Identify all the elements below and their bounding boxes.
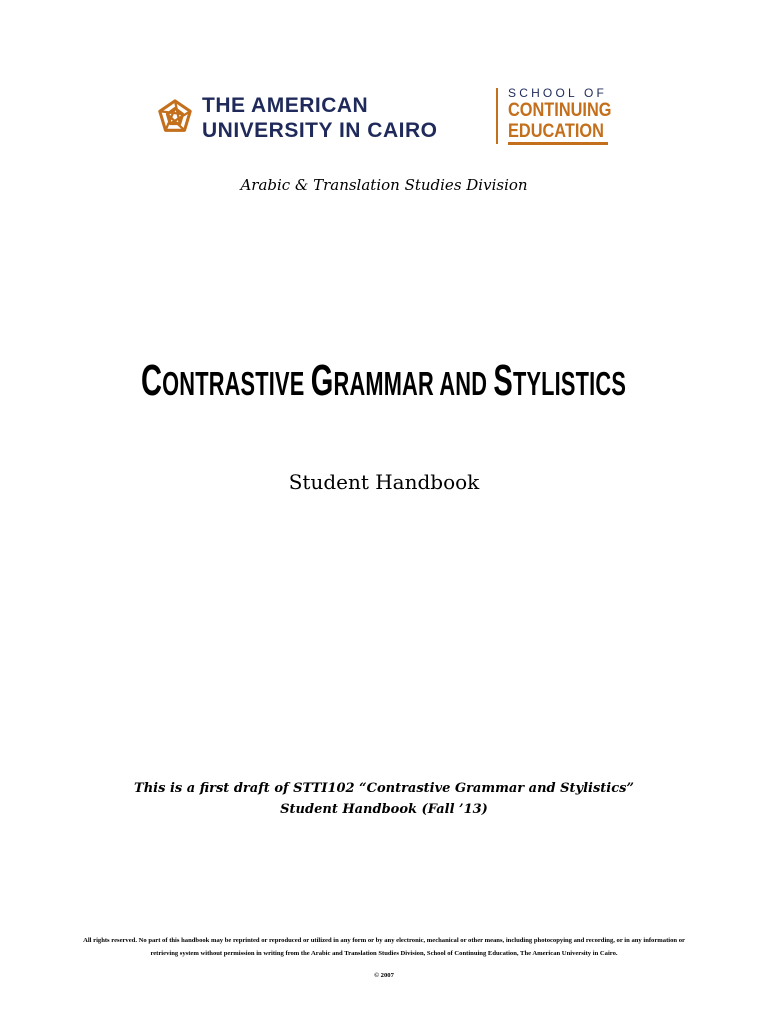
draft-note-line2: Student Handbook (Fall ’13) bbox=[280, 802, 488, 817]
auc-name-line1: THE AMERICAN bbox=[202, 94, 369, 117]
header-logo bbox=[156, 86, 616, 146]
copyright: © 2007 bbox=[374, 972, 394, 979]
title-rest-2: RAMMAR AND bbox=[334, 365, 494, 402]
auc-seal-icon bbox=[156, 98, 194, 136]
title-initial-1: C bbox=[141, 356, 163, 405]
sce-wordmark bbox=[508, 86, 628, 142]
title-initial-2: G bbox=[311, 356, 335, 405]
division-name: Arabic & Translation Studies Division bbox=[240, 176, 528, 194]
auc-wordmark bbox=[202, 93, 437, 143]
title-rest-3: TYLISTICS bbox=[513, 365, 627, 402]
sce-line2: CONTINUING bbox=[508, 100, 612, 121]
logo-divider bbox=[496, 88, 498, 144]
title-initial-3: S bbox=[493, 356, 514, 405]
title-rest-1: ONTRASTIVE bbox=[162, 365, 312, 402]
draft-note-line1: This is a first draft of STTI102 “Contrastive Grammar and Stylistics” bbox=[134, 781, 634, 796]
auc-name-line2: UNIVERSITY IN CAIRO bbox=[202, 119, 438, 142]
page-title bbox=[0, 356, 768, 406]
draft-note bbox=[0, 778, 768, 820]
sce-line3: EDUCATION bbox=[508, 121, 604, 142]
sce-line1: SCHOOL OF bbox=[508, 86, 608, 100]
rights-notice: All rights reserved. No part of this handbook may be reprinted or reproduced or utilized in any form or by any electronic, mechanical or other means, including photocopying and recording, or in any information or retrieving system without permission in writing from the Arabic and Translation Studies Division, School of Continuing Education, The American University in Cairo. bbox=[83, 937, 685, 957]
sce-underline bbox=[508, 142, 608, 145]
subtitle: Student Handbook bbox=[288, 470, 480, 494]
